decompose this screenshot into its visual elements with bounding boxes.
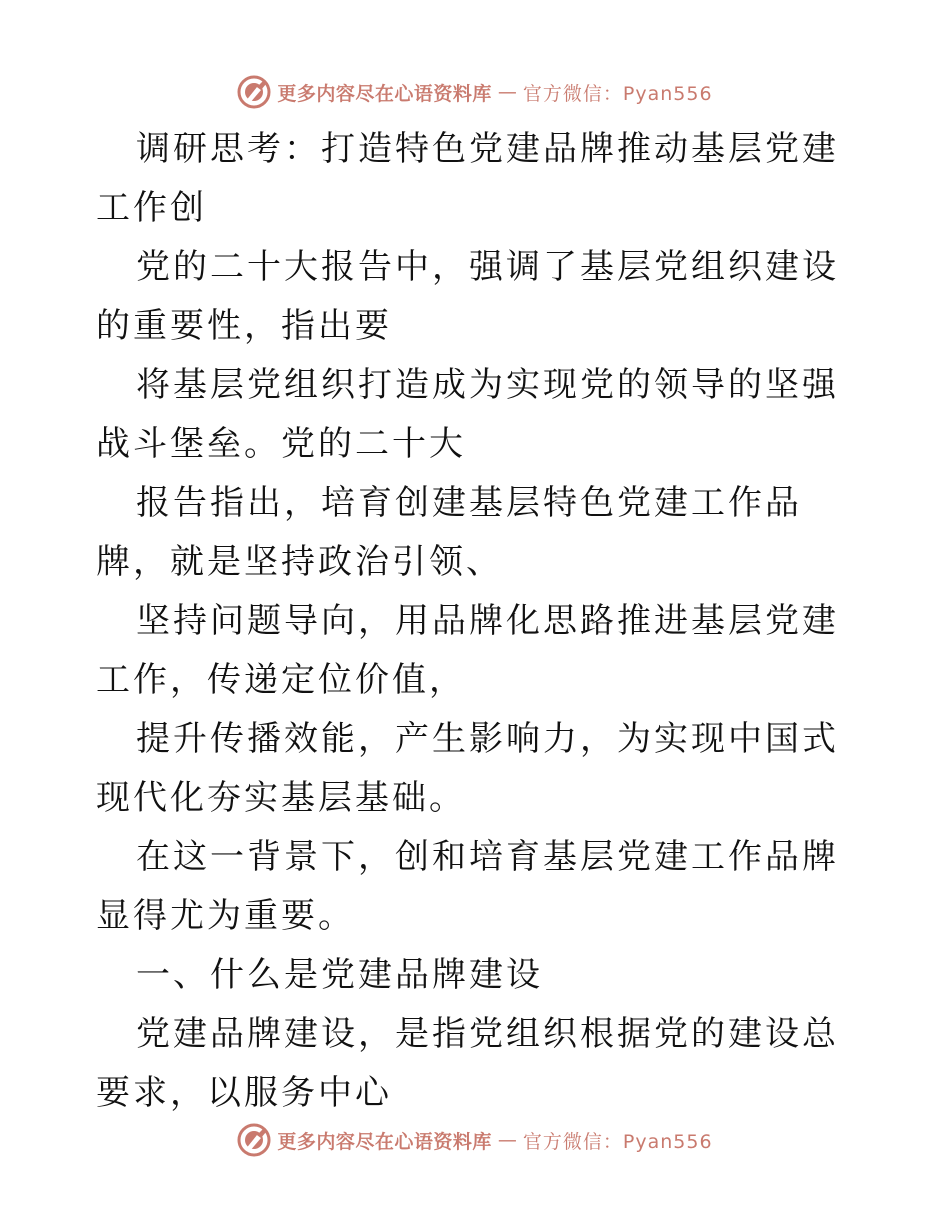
paragraph: 坚持问题导向，用品牌化思路推进基层党建工作，传递定位价值， [96,601,839,700]
document-title: 调研思考：打造特色党建品牌推动基层党建工作创 [96,129,839,228]
watermark-wechat-text: 官方微信：Pyan556 [522,82,713,105]
pen-logo-icon [237,75,271,109]
paragraph: 党建品牌建设，是指党组织根据党的建设总要求，以服务中心 [96,1014,839,1113]
document-body [96,120,856,1123]
paragraph: 党的二十大报告中，强调了基层党组织建设的重要性，指出要 [96,247,839,346]
pen-logo-icon [237,1123,271,1157]
paragraph: 提升传播效能，产生影响力，为实现中国式现代化夯实基层基础。 [96,719,839,818]
footer-watermark [0,1120,950,1160]
header-watermark [0,72,950,112]
watermark-separator: — [497,81,517,103]
paragraph: 在这一背景下，创和培育基层党建工作品牌显得尤为重要。 [96,837,839,936]
watermark-main-text: 更多内容尽在心语资料库 [277,1130,492,1153]
paragraph: 将基层党组织打造成为实现党的领导的坚强战斗堡垒。党的二十大 [96,365,839,464]
watermark-wechat-text: 官方微信：Pyan556 [522,1130,713,1153]
watermark-separator: — [497,1129,517,1151]
section-heading: 一、什么是党建品牌建设 [136,955,543,995]
paragraph: 报告指出，培育创建基层特色党建工作品牌，就是坚持政治引领、 [96,483,802,582]
watermark-main-text: 更多内容尽在心语资料库 [277,82,492,105]
